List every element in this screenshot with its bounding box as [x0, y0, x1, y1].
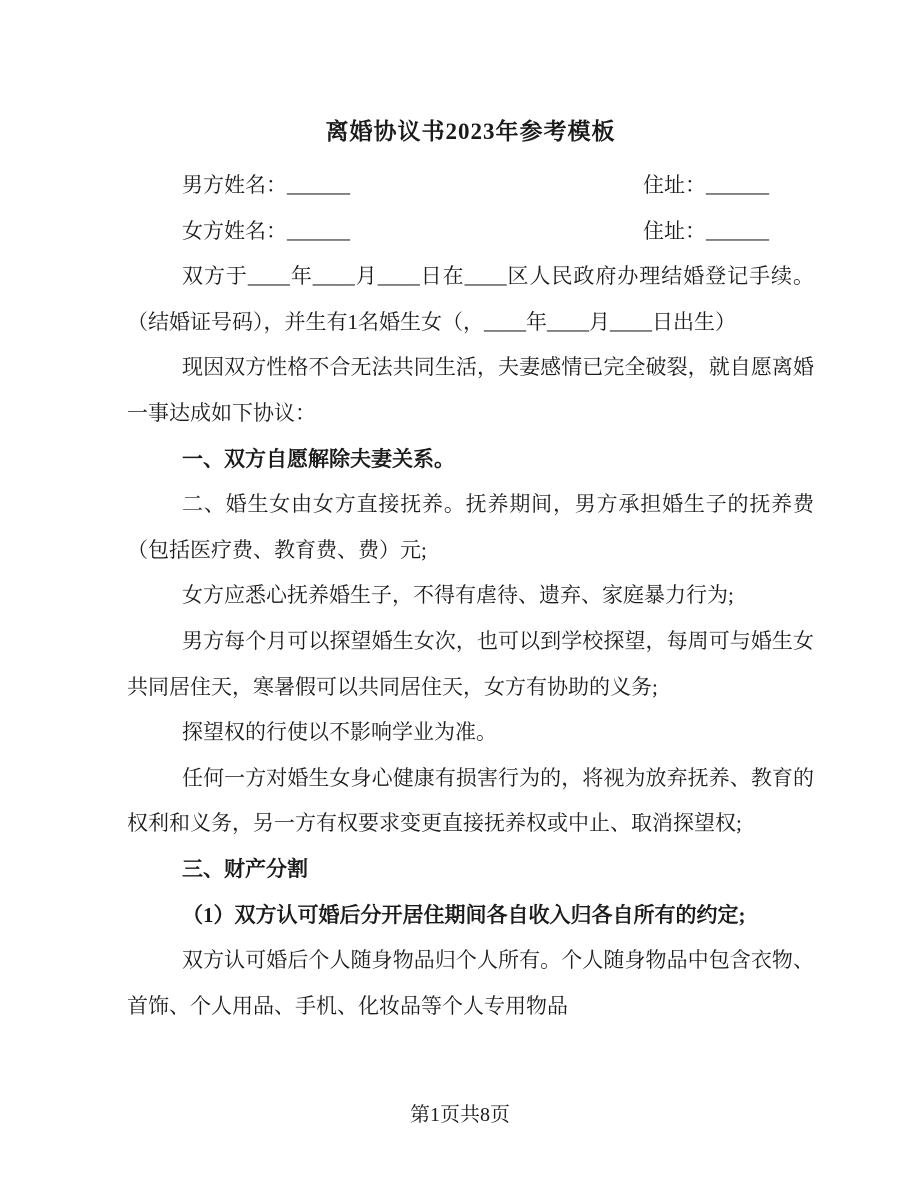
heading-property-item-1: （1）双方认可婚后分开居住期间各自收入归各自所有的约定; — [182, 902, 746, 927]
paragraph-harm-consequence: 任何一方对婚生女身心健康有损害行为的，将视为放弃抚养、教育的权利和义务，另一方有权要求变更直接抚养权或中止、取消探望权; — [127, 765, 814, 836]
paragraph-marriage-registration: 双方于____年____月____日在____区人民政府办理结婚登记手续。（结婚证号码），并生有1名婚生女（，____年____月____日出生） — [127, 264, 814, 334]
female-name-field: 女方姓名：______ — [182, 218, 350, 243]
document-body — [127, 109, 814, 1029]
paragraph-custody-care: 女方应悉心抚养婚生子，不得有虐待、遗弃、家庭暴力行为; — [182, 583, 734, 608]
paragraph-personal-items: 双方认可婚后个人随身物品归个人所有。个人随身物品中包含衣物、首饰、个人用品、手机、化妆品等个人专用物品 — [127, 948, 814, 1018]
paragraph-visitation-priority: 探望权的行使以不影响学业为准。 — [182, 720, 497, 745]
party-row-female — [127, 209, 814, 255]
heading-clause-3-property: 三、财产分割 — [182, 856, 308, 881]
heading-clause-1-dissolution: 一、双方自愿解除夫妻关系。 — [182, 446, 455, 471]
document-title: 离婚协议书2023年参考模板 — [325, 119, 616, 144]
party-row-male — [127, 163, 814, 209]
female-address-field: 住址：______ — [643, 218, 769, 243]
page-footer: 第1页共8页 — [410, 1104, 510, 1126]
male-address-field: 住址：______ — [643, 173, 769, 197]
male-name-field: 男方姓名：______ — [182, 173, 350, 197]
paragraph-divorce-reason: 现因双方性格不合无法共同生活，夫妻感情已完全破裂，就自愿离婚一事达成如下协议： — [127, 355, 814, 425]
paragraph-clause-2-custody: 二、婚生女由女方直接抚养。抚养期间，男方承担婚生子的抚养费（包括医疗费、教育费、费）元; — [127, 492, 814, 562]
paragraph-visitation-rights: 男方每个月可以探望婚生女次，也可以到学校探望，每周可与婚生女共同居住天，寒暑假可以共同居住天，女方有协助的义务; — [127, 628, 814, 699]
